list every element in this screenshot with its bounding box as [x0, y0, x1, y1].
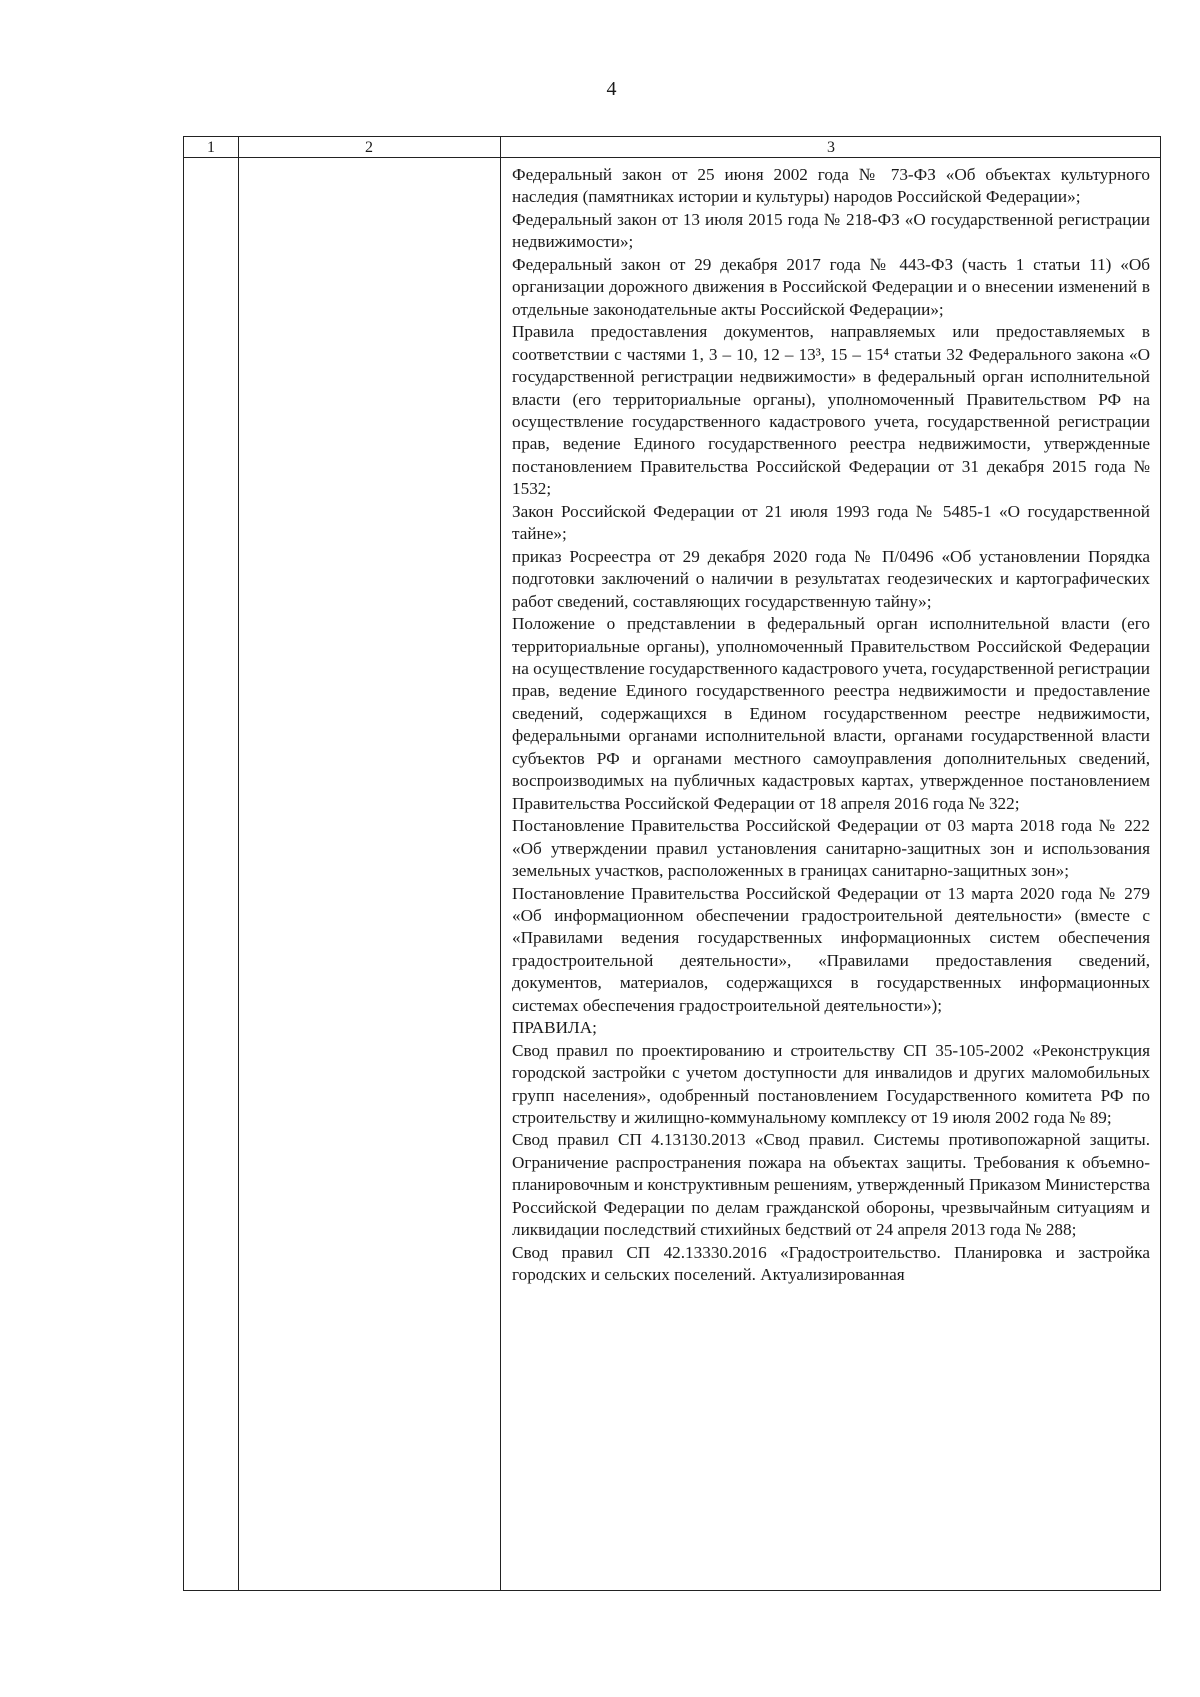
column-header-3: 3: [827, 139, 835, 156]
document-table: [183, 136, 1161, 1591]
column-header-1: 1: [207, 139, 215, 156]
list-item: Федеральный закон от 29 декабря 2017 года № 443-ФЗ (часть 1 статьи 11) «Об организации дорожного движения в Российской Федерации и о внесении изменений в отдельные законодательные акты Российской Федерации»;: [512, 254, 1150, 319]
page-number: 4: [606, 78, 617, 100]
list-item: Свод правил по проектированию и строительству СП 35-105-2002 «Реконструкция городской застройки с учетом доступности для инвалидов и других маломобильных групп населения», одобренный постановлением Государственного комитета РФ по строительству и жилищно-коммунальному комплексу от 19 июля 2002 года № 89;: [512, 1040, 1150, 1128]
list-item: Положение о представлении в федеральный орган исполнительной власти (его территориальные органы), уполномоченный Правительством Российской Федерации на осуществление государственного кадастрового учета, государственной регистрации прав, ведение Единого государственного реестра недвижимости и предоставление сведений, содержащихся в Едином государственном реестре недвижимости, федеральными органами исполнительной власти, органами государственной власти субъектов РФ и органами местного самоуправления дополнительных сведений, воспроизводимых на публичных кадастровых картах, утвержденное постановлением Правительства Российской Федерации от 18 апреля 2016 года № 322;: [512, 614, 1150, 813]
column-divider: [238, 137, 239, 1590]
list-item: Федеральный закон от 13 июля 2015 года № 218-ФЗ «О государственной регистрации недвижимости»;: [512, 209, 1150, 252]
list-item: приказ Росреестра от 29 декабря 2020 года № П/0496 «Об установлении Порядка подготовки заключений о наличии в результатах геодезических и картографических работ сведений, составляющих государственную тайну»;: [512, 546, 1150, 611]
list-item: Закон Российской Федерации от 21 июля 1993 года № 5485-1 «О государственной тайне»;: [512, 501, 1150, 544]
column-header-2: 2: [365, 139, 373, 156]
list-item: Постановление Правительства Российской Федерации от 13 марта 2020 года № 279 «Об информационном обеспечении градостроительной деятельности» (вместе с «Правилами ведения государственных информационных систем обеспечения градостроительной деятельности», «Правилами предоставления сведений, документов, материалов, содержащихся в государственных информационных системах обеспечения градостроительной деятельности»);: [512, 883, 1150, 1015]
header-row-divider: [184, 157, 1160, 158]
list-item: Постановление Правительства Российской Федерации от 03 марта 2018 года № 222 «Об утверждении правил установления санитарно-защитных зон и использования земельных участков, расположенных в границах санитарно-защитных зон»;: [512, 816, 1150, 881]
list-item: Свод правил СП 4.13130.2013 «Свод правил. Системы противопожарной защиты. Ограничение распространения пожара на объектах защиты. Требования к объемно-планировочным и конструктивным решениям, утвержденный Приказом Министерства Российской Федерации по делам гражданской обороны, чрезвычайным ситуациям и ликвидации последствий стихийных бедствий от 24 апреля 2013 года № 288;: [512, 1130, 1150, 1240]
list-item: ПРАВИЛА;: [512, 1018, 597, 1038]
column-3-cell: [512, 164, 1150, 1287]
column-divider: [500, 137, 501, 1590]
list-item: Федеральный закон от 25 июня 2002 года № 73-ФЗ «Об объектах культурного наследия (памятниках истории и культуры) народов Российской Федерации»;: [512, 165, 1150, 207]
list-item: Свод правил СП 42.13330.2016 «Градостроительство. Планировка и застройка городских и сельских поселений. Актуализированная: [512, 1242, 1150, 1285]
list-item: Правила предоставления документов, направляемых или предоставляемых в соответствии с частями 1, 3 – 10, 12 – 13³, 15 – 15⁴ статьи 32 Федерального закона «О государственной регистрации недвижимости» в федеральный орган исполнительной власти (его территориальные органы), уполномоченный Правительством РФ на осуществление государственного кадастрового учета, государственной регистрации прав, ведение Единого государственного реестра недвижимости, утвержденные постановлением Правительства Российской Федерации от 31 декабря 2015 года № 1532;: [512, 322, 1150, 499]
